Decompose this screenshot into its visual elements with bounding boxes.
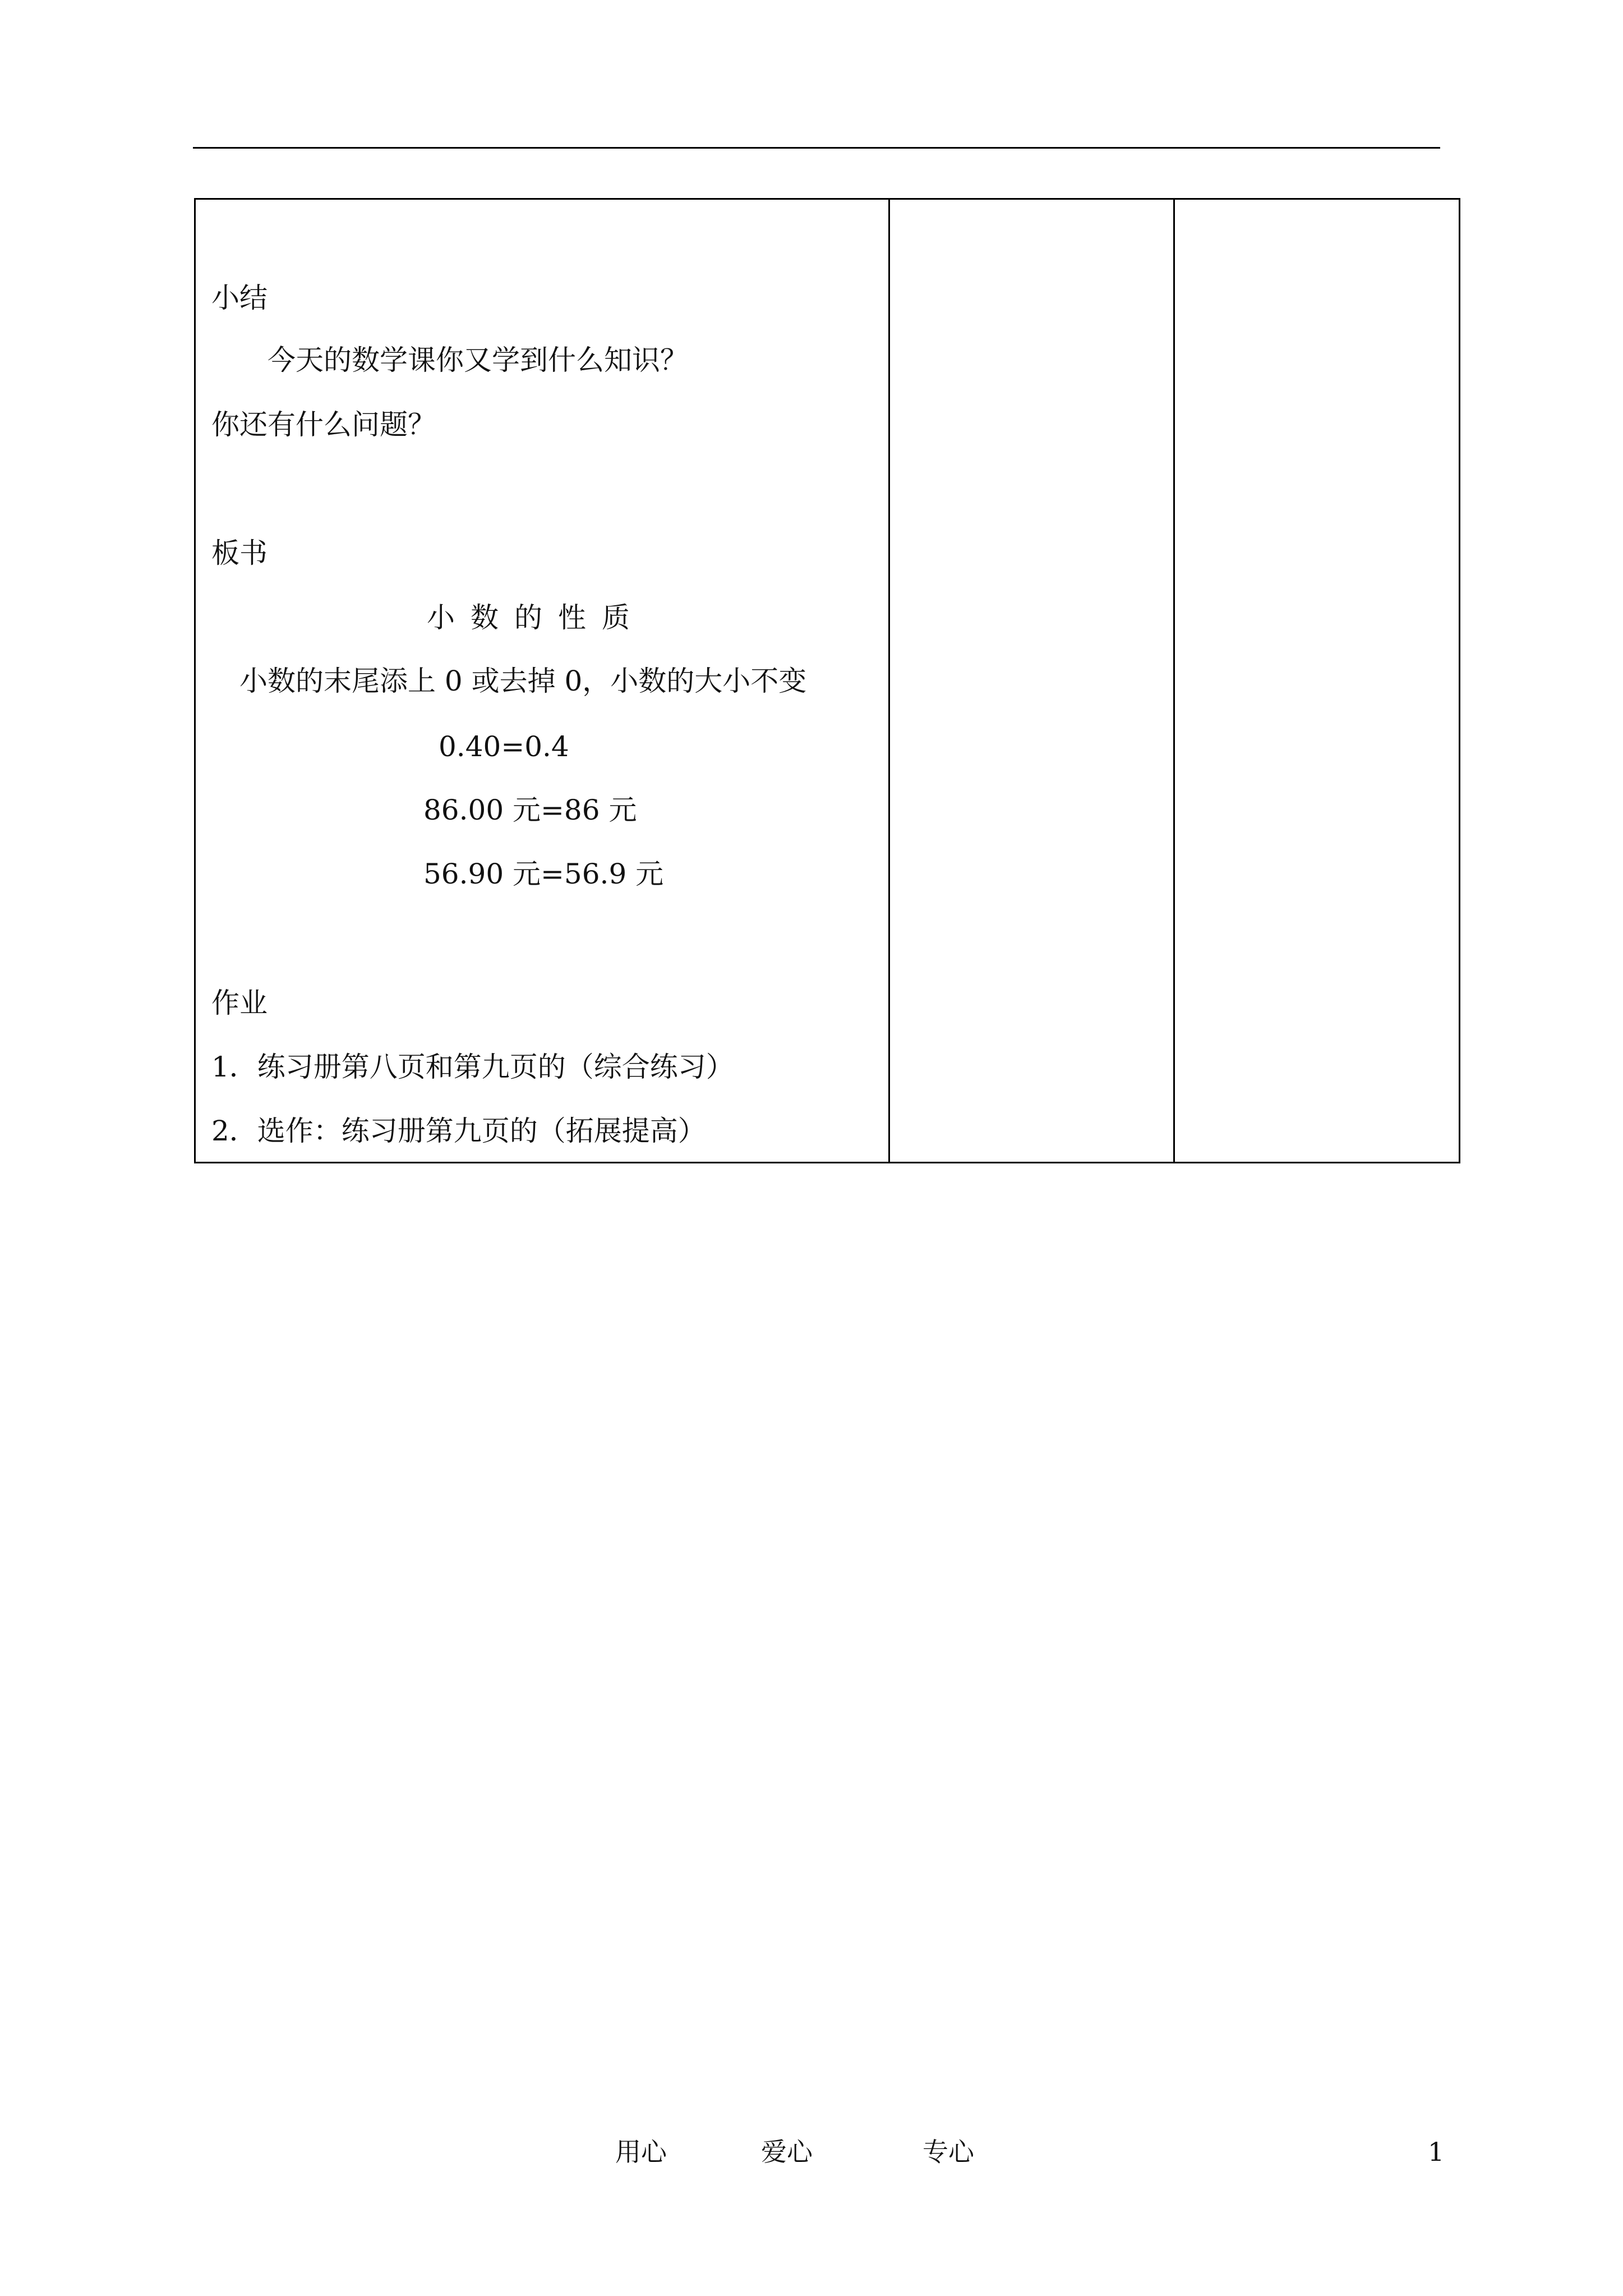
content-cell <box>195 199 889 1163</box>
homework-heading: 作业 <box>211 987 268 1019</box>
footer-motto-1: 用心 <box>615 2137 667 2167</box>
page-number: 1 <box>1428 2137 1445 2167</box>
example-1: 0.40=0.4 <box>439 730 569 763</box>
example-3: 56.90 元=56.9 元 <box>423 858 664 890</box>
blackboard-rule: 小数的末尾添上 0 或去掉 0，小数的大小不变 <box>239 665 807 697</box>
footer-motto-3: 专心 <box>923 2137 974 2167</box>
blackboard-heading: 板书 <box>211 537 268 569</box>
empty-cell-middle <box>889 199 1174 1163</box>
example-2: 86.00 元=86 元 <box>423 794 637 826</box>
empty-cell-right <box>1174 199 1460 1163</box>
header-rule <box>193 147 1440 149</box>
footer-motto-2: 爱心 <box>761 2137 813 2167</box>
summary-heading: 小结 <box>211 282 268 314</box>
lesson-table <box>194 198 1460 1163</box>
homework-item-1: 1．练习册第八页和第九页的（综合练习） <box>211 1051 734 1083</box>
blackboard-title: 小数的性质 <box>427 601 645 634</box>
summary-question-1: 今天的数学课你又学到什么知识？ <box>268 344 688 376</box>
summary-question-2: 你还有什么问题？ <box>211 408 436 441</box>
homework-item-2: 2．选作：练习册第九页的（拓展提高） <box>211 1115 706 1147</box>
table-row <box>195 199 1460 1163</box>
